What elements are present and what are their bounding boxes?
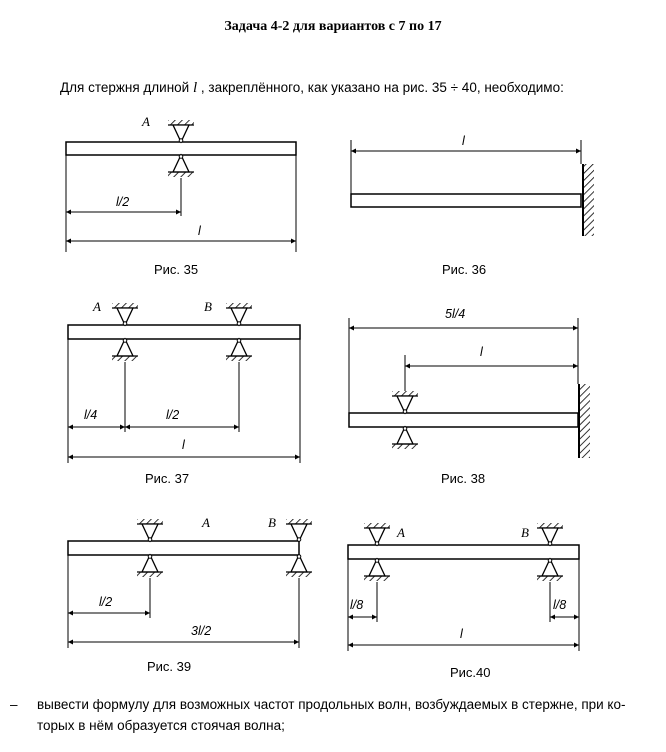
dim-label-right: l/8 bbox=[553, 598, 567, 612]
task-title: Задача 4-2 для вариантов с 7 по 17 bbox=[224, 19, 442, 34]
intro-before: Для стержня длиной bbox=[60, 80, 193, 95]
figure-37 bbox=[68, 299, 300, 486]
dim-label-full: l bbox=[480, 345, 483, 359]
figure-caption: Рис. 38 bbox=[441, 471, 486, 486]
support-label-a: A bbox=[142, 114, 150, 129]
beam bbox=[66, 142, 296, 155]
dim-label-half: l/2 bbox=[116, 195, 130, 209]
support-bottom bbox=[168, 155, 194, 177]
support-bottom bbox=[137, 555, 163, 577]
support-bottom bbox=[286, 555, 312, 577]
support-label-b: B bbox=[204, 299, 212, 314]
support-bottom bbox=[226, 339, 252, 361]
figure-caption: Рис.40 bbox=[450, 665, 491, 680]
support-label-b: B bbox=[521, 525, 529, 540]
beam bbox=[348, 545, 579, 559]
support-label-a: A bbox=[397, 525, 405, 540]
label-a: A bbox=[202, 515, 210, 530]
bullet-dash: – bbox=[10, 697, 18, 712]
support-top bbox=[137, 519, 163, 541]
figure-caption: Рис. 35 bbox=[154, 262, 199, 277]
support-label-a: A bbox=[93, 299, 101, 314]
support-bottom bbox=[392, 427, 418, 449]
task-item-text: вывести формулу для возможных частот продольных волн, возбуждаемых в стержне, при ко-торых в нём образуется стоячая волна; bbox=[37, 697, 626, 733]
dim-label-full: l bbox=[462, 134, 465, 148]
dim-label-left: l/8 bbox=[350, 598, 364, 612]
figure-caption: Рис. 39 bbox=[147, 659, 192, 674]
figure-39 bbox=[68, 515, 312, 674]
figure-36 bbox=[351, 134, 594, 277]
dim-label-full: l bbox=[460, 627, 463, 641]
support-top bbox=[537, 523, 563, 545]
figure-40 bbox=[348, 523, 579, 680]
wall-hatch bbox=[580, 384, 590, 458]
intro-variable: l bbox=[192, 80, 198, 96]
dim-label-half: l/2 bbox=[166, 408, 180, 422]
figure-caption: Рис. 37 bbox=[145, 471, 190, 486]
dim-label-quarter: l/4 bbox=[84, 408, 98, 422]
figure-35 bbox=[66, 114, 296, 277]
beam bbox=[349, 413, 578, 427]
wall-hatch bbox=[584, 164, 594, 236]
beam bbox=[68, 541, 299, 555]
dim-label-total: 3l/2 bbox=[191, 624, 212, 638]
support-top bbox=[168, 120, 194, 142]
support-top bbox=[226, 303, 252, 325]
beam bbox=[68, 325, 300, 339]
dim-label-half: l/2 bbox=[99, 595, 113, 609]
support-bottom bbox=[537, 559, 563, 581]
support-top bbox=[364, 523, 390, 545]
support-label-b: B bbox=[268, 515, 276, 530]
support-bottom bbox=[364, 559, 390, 581]
dim-label-full: l bbox=[198, 224, 201, 238]
support-top bbox=[392, 391, 418, 413]
dim-label-total: 5l/4 bbox=[445, 307, 466, 321]
intro-after: , закреплённого, как указано на рис. 35 ÷ 40, необходимо: bbox=[197, 80, 564, 95]
support-bottom bbox=[112, 339, 138, 361]
figure-caption: Рис. 36 bbox=[442, 262, 487, 277]
beam bbox=[351, 194, 581, 207]
support-top bbox=[112, 303, 138, 325]
dim-label-full: l bbox=[182, 438, 185, 452]
support-top bbox=[286, 519, 312, 541]
figure-38 bbox=[349, 307, 590, 486]
